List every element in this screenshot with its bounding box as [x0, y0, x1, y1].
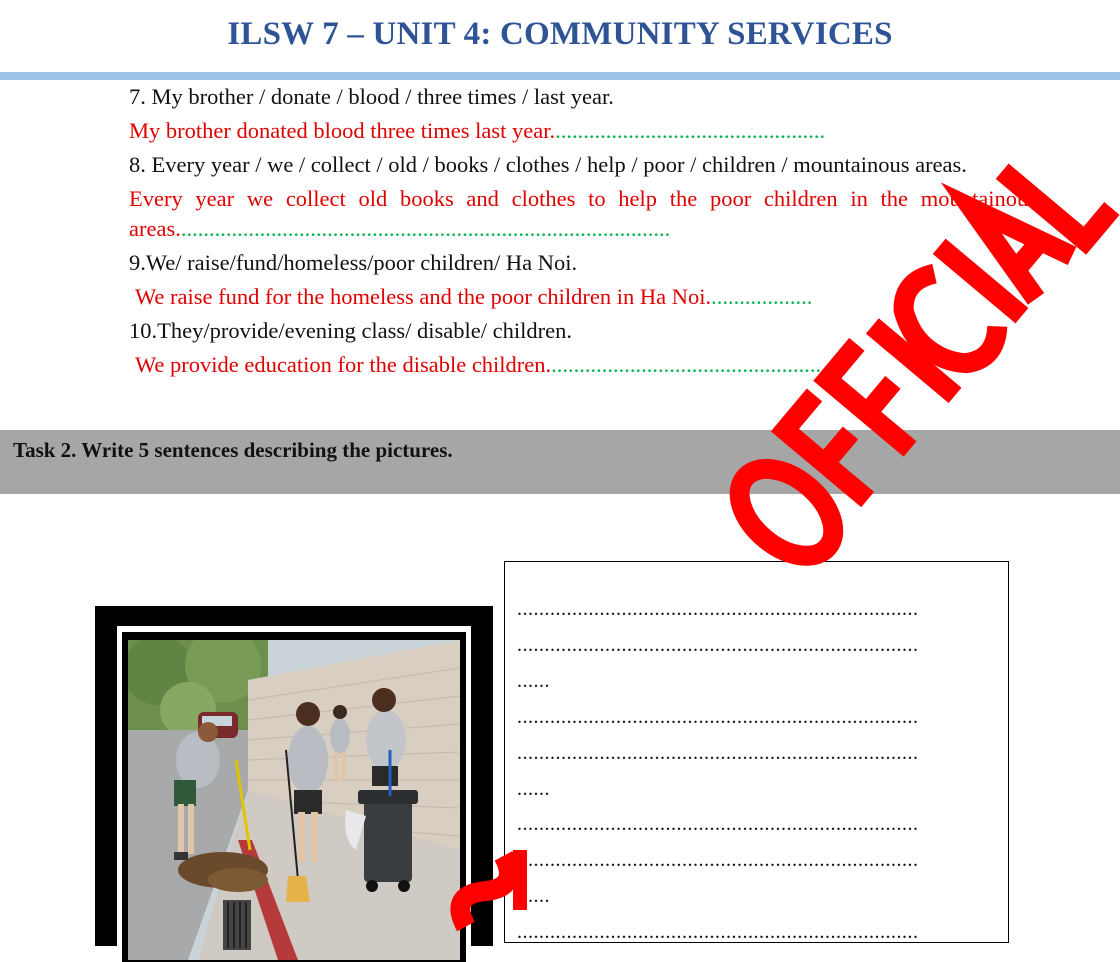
- exercise-7-answer: My brother donated blood three times last year.: [129, 118, 556, 143]
- exercise-9-dots: ..................: [711, 284, 813, 309]
- writing-line: .........................................................................: [517, 849, 919, 871]
- exercise-7-answer-line: [129, 116, 1037, 146]
- exercise-list: [129, 82, 1037, 380]
- exercise-9-answer: We raise fund for the homeless and the poor children in Ha Noi.: [135, 284, 712, 309]
- page-title: ILSW 7 – UNIT 4: COMMUNITY SERVICES: [227, 16, 893, 52]
- writing-line: ......: [517, 778, 550, 800]
- writing-box[interactable]: [504, 561, 1009, 943]
- writing-line: .........................................................................: [517, 598, 919, 620]
- exercise-8-dots: .......................................................................................: [180, 216, 671, 241]
- picture-frame: [95, 606, 493, 946]
- exercise-8-answer-line: [129, 184, 1037, 244]
- header-divider: [0, 72, 1120, 80]
- cleanup-illustration: [128, 640, 460, 960]
- writing-line: ......: [517, 670, 550, 692]
- picture-mat: [117, 626, 471, 956]
- exercise-8-prompt: 8. Every year / we / collect / old / books / clothes / help / poor / children / mountainous areas.: [129, 152, 967, 177]
- exercise-10-answer-line: [129, 350, 1037, 380]
- community-cleanup-photo: [128, 640, 460, 960]
- exercise-7-prompt: 7. My brother / donate / blood / three times / last year.: [129, 84, 614, 109]
- writing-line: .........................................................................: [517, 634, 919, 656]
- exercise-10-dots: ................................................: [551, 352, 822, 377]
- exercise-10-prompt: 10.They/provide/evening class/ disable/ children.: [129, 318, 573, 343]
- writing-line: .........................................................................: [517, 813, 919, 835]
- exercise-8-answer: Every year we collect old books and clothes to help the poor children in the mountainous areas.: [129, 186, 1037, 241]
- exercise-9-prompt: 9.We/ raise/fund/homeless/poor children/ Ha Noi.: [129, 250, 578, 275]
- writing-line: .........................................................................: [517, 706, 919, 728]
- writing-line: .........................................................................: [517, 742, 919, 764]
- page-header: [0, 0, 1120, 72]
- exercise-7-dots: ................................................: [555, 118, 826, 143]
- picture-border: [122, 632, 466, 962]
- exercise-10-answer: We provide education for the disable children.: [135, 352, 552, 377]
- writing-line: .........................................................................: [517, 921, 919, 943]
- exercise-9-answer-line: [129, 282, 1037, 312]
- writing-line: ......: [517, 885, 550, 907]
- task-2-label: Task 2. Write 5 sentences describing the pictures.: [13, 438, 453, 462]
- task-2-banner: [0, 430, 1120, 494]
